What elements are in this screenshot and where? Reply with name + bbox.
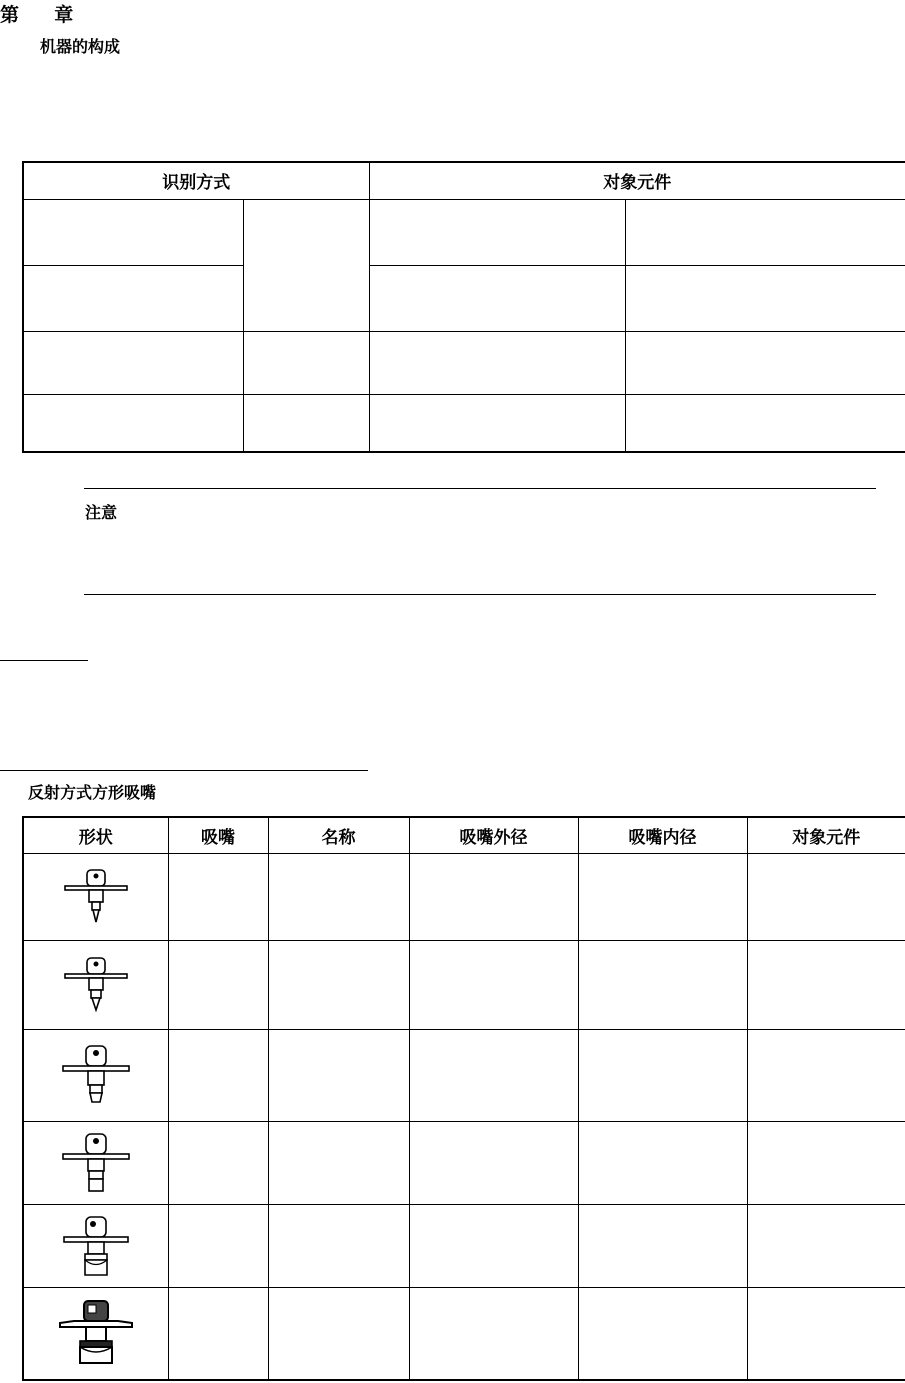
table-cell (625, 331, 905, 394)
nozzle-table (22, 816, 905, 1381)
table-cell (168, 940, 268, 1029)
table-cell (409, 1029, 578, 1121)
table-cell (625, 265, 905, 331)
nozzle-shape-cell (23, 1121, 168, 1204)
table-cell (168, 1029, 268, 1121)
table-cell (168, 1204, 268, 1287)
chapter-prefix: 第 (0, 4, 20, 26)
header-nozzle: 吸嘴 (168, 817, 268, 853)
table-row (23, 1287, 905, 1380)
nozzle-table-caption: 反射方式方形吸嘴 (28, 783, 157, 802)
chapter-suffix: 章 (54, 4, 74, 26)
table-cell (243, 394, 369, 452)
notice-top-rule (84, 488, 876, 489)
table-cell (625, 199, 905, 265)
table-cell (747, 853, 905, 940)
table-cell (268, 940, 409, 1029)
nozzle-medium-icon (60, 1042, 132, 1108)
caption-rule (0, 770, 368, 771)
table-row (23, 940, 905, 1029)
section-underline (0, 660, 88, 661)
table-cell (409, 940, 578, 1029)
table-cell (243, 199, 369, 331)
table-cell (747, 1029, 905, 1121)
table-row (23, 1204, 905, 1287)
nozzle-xlarge-icon (56, 1297, 136, 1369)
nozzle-large-icon (60, 1213, 132, 1279)
table-cell (168, 1287, 268, 1380)
table-cell (369, 331, 625, 394)
table-cell (268, 1204, 409, 1287)
table-row (23, 1029, 905, 1121)
nozzle-shape-cell (23, 940, 168, 1029)
table-cell (578, 940, 747, 1029)
chapter-heading (0, 0, 73, 27)
table-row (23, 1121, 905, 1204)
table-cell (268, 853, 409, 940)
notice-label: 注意 (85, 503, 118, 522)
header-target-component: 对象元件 (369, 162, 905, 199)
nozzle-shape-cell (23, 1287, 168, 1380)
table-cell (268, 1121, 409, 1204)
table-cell (747, 1287, 905, 1380)
table-cell (747, 1204, 905, 1287)
header-inner-diameter: 吸嘴内径 (578, 817, 747, 853)
table-cell (168, 1121, 268, 1204)
table-cell (578, 1121, 747, 1204)
table-cell (578, 1029, 747, 1121)
table-cell (268, 1029, 409, 1121)
section-title: 机器的构成 (40, 37, 121, 56)
table-cell (625, 394, 905, 452)
table-cell (268, 1287, 409, 1380)
recognition-table (22, 161, 905, 453)
table-cell (23, 199, 243, 265)
table-cell (578, 1287, 747, 1380)
header-recognition-method: 识别方式 (23, 162, 369, 199)
table-cell (369, 199, 625, 265)
table-cell (243, 331, 369, 394)
table-cell (369, 394, 625, 452)
nozzle-shape-cell (23, 1204, 168, 1287)
table-cell (578, 1204, 747, 1287)
header-outer-diameter: 吸嘴外径 (409, 817, 578, 853)
table-cell (409, 1121, 578, 1204)
table-cell (409, 1204, 578, 1287)
table-row (23, 853, 905, 940)
table-cell (578, 853, 747, 940)
nozzle-small-icon (61, 954, 131, 1016)
table-cell (23, 265, 243, 331)
table-cell (409, 1287, 578, 1380)
nozzle-shape-cell (23, 1029, 168, 1121)
table-cell (409, 853, 578, 940)
table-cell (747, 1121, 905, 1204)
notice-bottom-rule (84, 594, 876, 595)
table-cell (23, 394, 243, 452)
nozzle-medium-icon (60, 1130, 132, 1196)
table-cell (23, 331, 243, 394)
table-cell (369, 265, 625, 331)
table-cell (168, 853, 268, 940)
header-shape: 形状 (23, 817, 168, 853)
header-target-component: 对象元件 (747, 817, 905, 853)
table-cell (747, 940, 905, 1029)
header-name: 名称 (268, 817, 409, 853)
nozzle-shape-cell (23, 853, 168, 940)
nozzle-small-icon (61, 866, 131, 928)
